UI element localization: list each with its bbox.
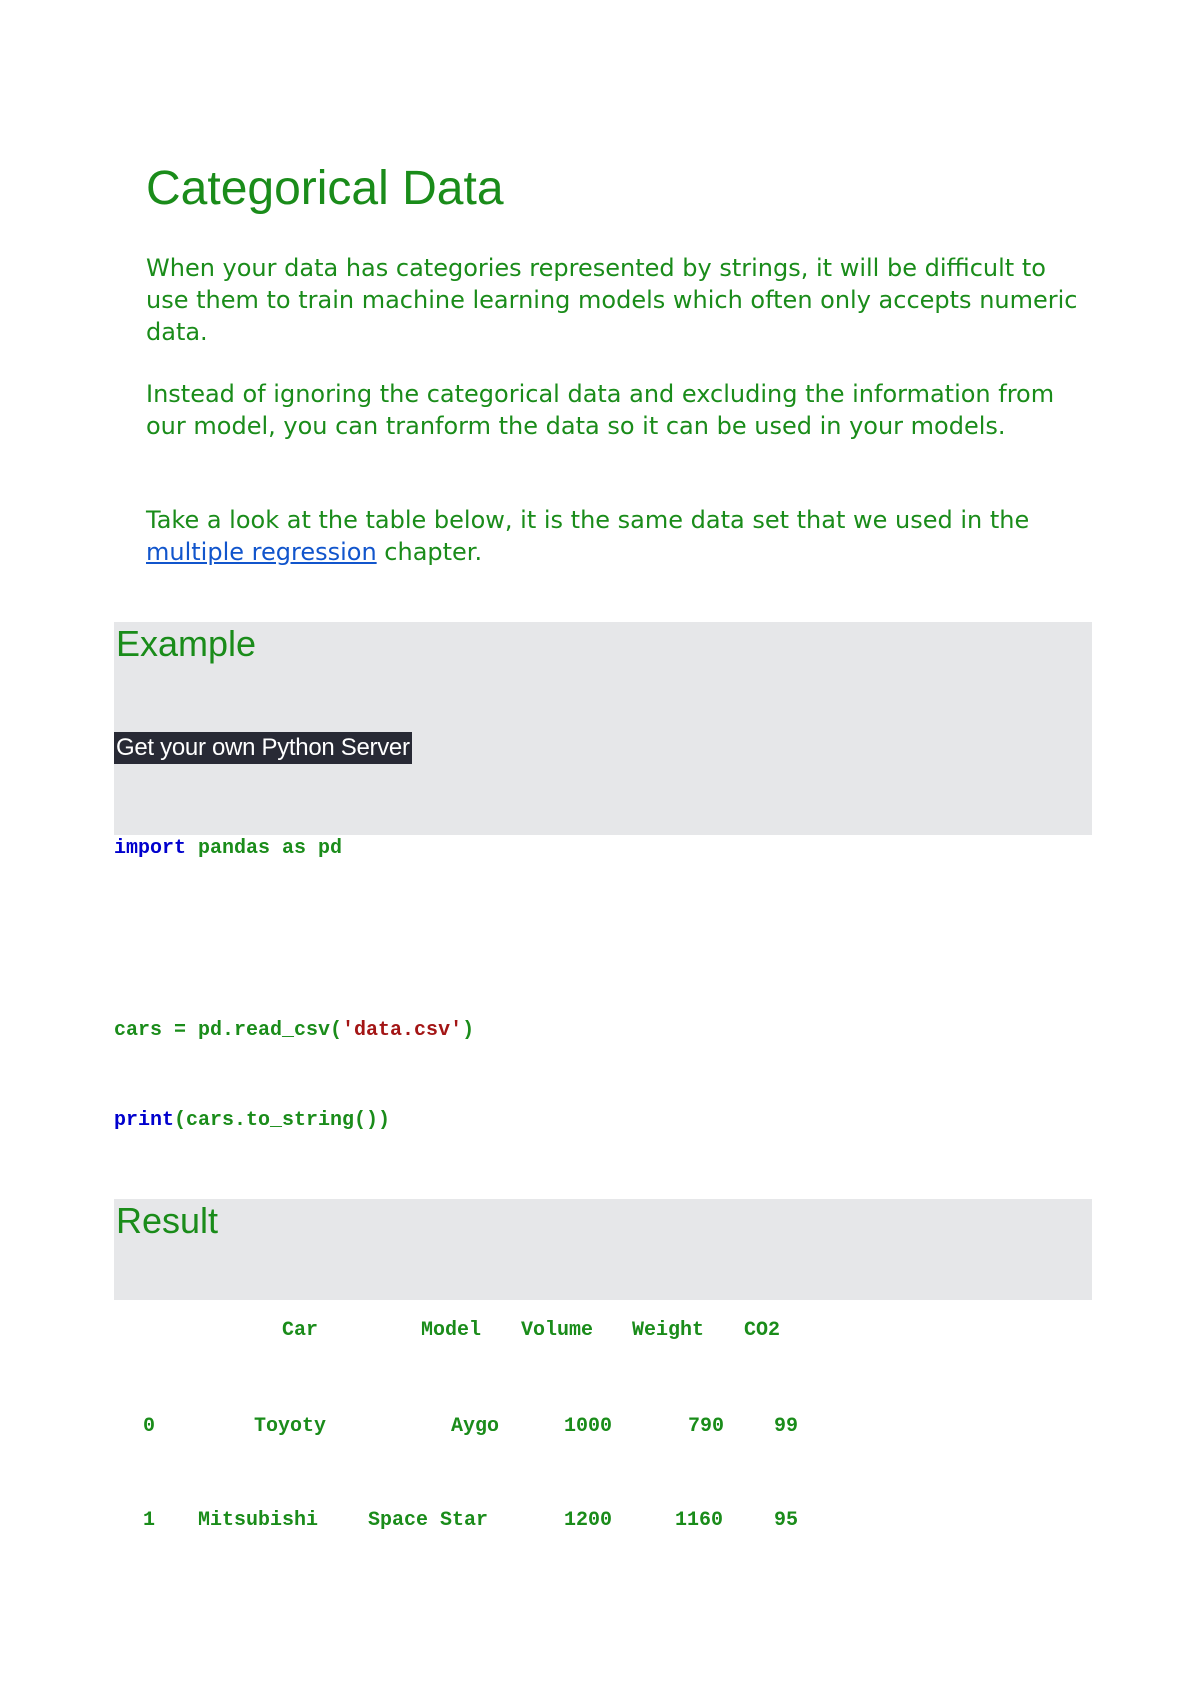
code-line-print <box>114 1108 390 1134</box>
result-row-1-car: Mitsubishi <box>198 1509 319 1532</box>
example-heading: Example <box>116 623 257 664</box>
table-intro-paragraph <box>146 504 1086 568</box>
get-python-server-button[interactable]: Get your own Python Server <box>114 732 412 764</box>
result-row-0-weight: 790 <box>688 1415 725 1438</box>
table-intro-text-end: chapter. <box>376 538 483 566</box>
code-line-import <box>114 836 342 862</box>
result-row-0-co2: 99 <box>774 1415 799 1438</box>
result-row-1-index: 1 <box>143 1509 156 1532</box>
result-row-1-model: Space Star <box>368 1509 489 1532</box>
code-read-rhs: ) <box>462 1019 475 1042</box>
result-row-0-model: Aygo <box>451 1415 500 1438</box>
intro-paragraph: When your data has categories represented by strings, it will be difficult to use them to train machine learning models which often only accepts numeric data. <box>146 254 1078 346</box>
result-header-car: Car <box>282 1319 319 1342</box>
result-header-co2: CO2 <box>744 1319 781 1342</box>
result-row-1-co2: 95 <box>774 1509 799 1532</box>
result-header-weight: Weight <box>632 1319 705 1342</box>
page-title: Categorical Data <box>146 162 504 215</box>
result-row-1-weight: 1160 <box>675 1509 724 1532</box>
result-row-0-car: Toyoty <box>254 1415 327 1438</box>
code-line-read-csv <box>114 1018 474 1044</box>
code-keyword-import: import <box>114 837 187 860</box>
code-keyword-print: print <box>114 1109 175 1132</box>
example-box <box>114 622 1092 835</box>
result-row-0-volume: 1000 <box>564 1415 613 1438</box>
result-box <box>114 1199 1092 1300</box>
result-row-1-volume: 1200 <box>564 1509 613 1532</box>
multiple-regression-link[interactable]: multiple regression <box>146 538 377 566</box>
result-header-volume: Volume <box>521 1319 594 1342</box>
transform-paragraph: Instead of ignoring the categorical data and excluding the information from our model, you can tranform the data so it can be used in your models. <box>146 380 1055 440</box>
result-row-0-index: 0 <box>143 1415 156 1438</box>
table-intro-text: Take a look at the table below, it is the same data set that we used in the <box>146 506 1030 534</box>
result-heading: Result <box>116 1200 219 1241</box>
code-import-rest: pandas as pd <box>186 837 343 860</box>
result-header-model: Model <box>421 1319 482 1342</box>
code-print-rest: (cars.to_string()) <box>174 1109 391 1132</box>
code-string-filename: 'data.csv' <box>342 1019 463 1042</box>
code-read-lhs: cars = pd.read_csv( <box>114 1019 343 1042</box>
